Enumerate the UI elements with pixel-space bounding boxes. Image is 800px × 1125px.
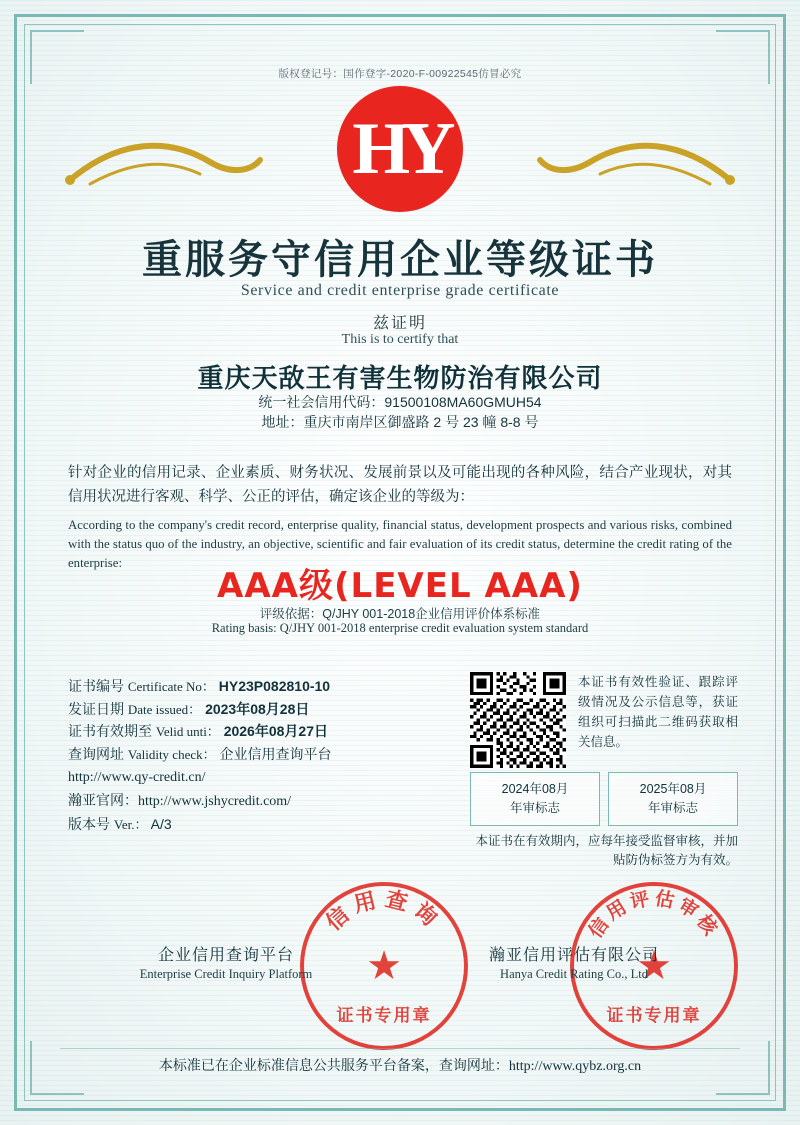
footer-note [0,1055,800,1075]
svg-text:信用查询: 信用查询 [321,886,447,936]
organization-left [86,942,366,982]
query-url-row[interactable] [68,765,458,789]
rating-level: AAA级(LEVEL AAA) [217,566,583,606]
credit-code-label: 统一社会信用代码： [258,394,385,410]
detail-value: 2023年08月28日 [205,700,310,717]
seal-bottom-text: 证书专用章 [336,1006,432,1025]
annual-mark-label: 年审标志 [509,801,560,815]
flourish-left-icon [60,128,310,198]
page-title-cn: 重服务守信用企业等级证书 [142,237,658,283]
organization-name-en: Enterprise Credit Inquiry Platform [139,967,313,981]
detail-row-validity-check [68,743,458,766]
detail-label-en: Certificate No： [127,679,215,694]
version-label-cn: 版本号 [68,816,110,833]
certificate-details [68,675,458,836]
detail-value: 企业信用查询平台 [219,745,332,762]
body-text-block [68,462,732,573]
organization-right [434,942,714,982]
annual-mark-box [470,772,600,826]
credit-code-line [0,392,800,412]
official-site-label: 瀚亚官网 [68,792,124,809]
seal-bottom-text: 证书专用章 [606,1006,702,1025]
flourish-right-icon [490,128,740,198]
credit-code-value: 91500108MA60GMUH54 [384,394,542,410]
address-value: 重庆市南岸区御盛路 2 号 23 幢 8-8 号 [303,414,539,430]
company-name: 重庆天敌王有害生物防治有限公司 [197,364,603,394]
seal-star-icon: ★ [366,944,402,988]
annual-mark-label: 年审标志 [647,801,698,815]
qr-note: 本证书有效性验证、跟踪评级情况及公示信息等，获证组织可扫描此二维码获取相关信息。 [578,675,738,749]
rating-basis-en: Rating basis: Q/JHY 001-2018 enterprise credit evaluation system standard [211,621,589,635]
emblem-area [0,86,800,216]
footer-text: 本标准已在企业标准信息公共服务平台备案，查询网址： [158,1057,509,1073]
detail-row-date-issued [68,698,458,721]
footer-divider [60,1048,740,1049]
detail-value: 2026年08月27日 [223,723,328,740]
query-url[interactable]: http://www.qy-credit.cn/ [68,770,206,786]
detail-label-cn: 查询网址 [68,745,124,762]
version-value: A/3 [150,816,172,833]
page-title-en: Service and credit enterprise grade certificate [240,282,560,299]
detail-row-valid-until [68,720,458,743]
detail-label-cn: 发证日期 [68,700,124,717]
footer-url[interactable]: http://www.qybz.org.cn [508,1059,642,1074]
official-site-row[interactable] [68,789,458,813]
copyright-notice: 版权登记号：国作登字-2020-F-00922545仿冒必究 [278,68,522,80]
detail-value: HY23P082810-10 [218,678,331,694]
organization-name-cn: 企业信用查询平台 [157,947,294,964]
certify-label-en: This is to certify that [341,332,459,347]
detail-label-cn: 证书编号 [68,678,124,694]
detail-label-cn: 证书有效期至 [68,723,152,740]
annual-mark-boxes [470,772,738,826]
svg-text:信用评估审核: 信用评估审核 [584,887,724,943]
hy-emblem-icon [337,86,463,212]
address-label: 地址： [261,414,304,430]
body-text-en: According to the company's credit record, enterprise quality, financial status, development prospects and various risks, combined with the status quo of the industry, an objective, scientific and fair evaluation of its credit status, determine the credit rating of the enterprise: [68,517,732,571]
detail-label-en: Velid unti： [155,724,220,740]
annual-mark-year: 2024年08月 [501,782,569,797]
version-label-en: Ver.： [113,817,148,833]
detail-label-en: Date issued： [127,701,202,717]
annual-review-note: 本证书在有效期内，应每年接受监督审核，并加贴防伪标签方为有效。 [475,834,738,868]
emblem-letter: HY [352,108,448,190]
certify-label-cn: 兹证明 [372,315,427,332]
official-site-separator: ： [124,792,138,809]
version-row [68,813,458,836]
body-text-cn: 针对企业的信用记录、企业素质、财务状况、发展前景以及可能出现的各种风险，结合产业现状，对其信用状况进行客观、科学、公正的评估，确定该企业的等级为： [68,465,732,505]
organization-name-en: Hanya Credit Rating Co., Ltd [500,967,648,981]
seal-star-icon: ★ [636,944,672,988]
rating-basis-cn: 评级依据：Q/JHY 001-2018企业信用评价体系标准 [259,607,541,621]
official-site-url[interactable]: http://www.jshycredit.com/ [138,794,292,810]
issuing-organizations [0,942,800,982]
qr-code-icon[interactable] [470,672,566,768]
detail-label-en: Validity check： [127,746,216,762]
annual-mark-year: 2025年08月 [639,782,707,797]
address-line [0,412,800,432]
organization-name-cn: 瀚亚信用评估有限公司 [488,947,659,964]
annual-mark-box [608,772,738,826]
detail-row-certificate-no [68,675,458,698]
